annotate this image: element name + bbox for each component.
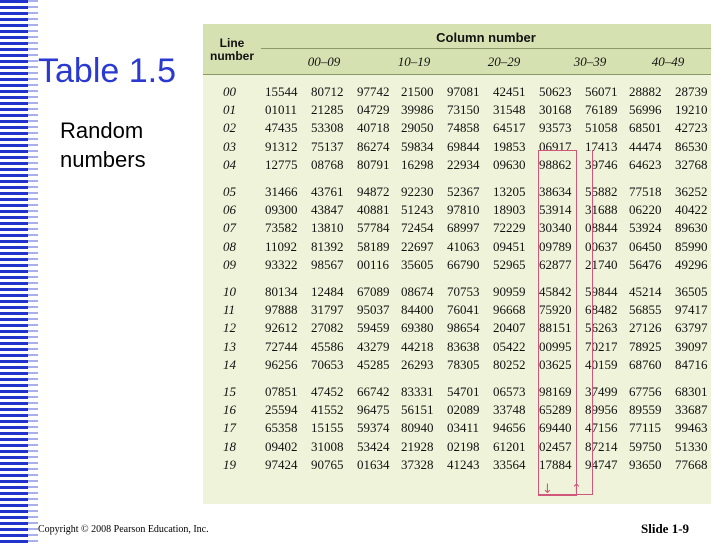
table-cell: 80134 bbox=[265, 284, 298, 299]
line-number: 12 bbox=[223, 320, 236, 336]
table-cell: 47452 bbox=[311, 384, 344, 399]
line-number: 18 bbox=[223, 438, 236, 454]
table-cell: 11092 bbox=[265, 238, 298, 254]
decorative-stripes bbox=[0, 0, 28, 546]
table-cell: 13810 bbox=[311, 220, 344, 236]
table-cell: 68997 bbox=[447, 220, 480, 236]
line-number: 06 bbox=[223, 202, 236, 218]
table-cell: 89630 bbox=[675, 220, 708, 236]
table-cell: 52965 bbox=[493, 256, 526, 272]
table-cell: 56476 bbox=[629, 256, 662, 272]
line-number: 11 bbox=[223, 302, 236, 318]
table-row bbox=[203, 339, 711, 356]
table-cell: 42723 bbox=[675, 120, 708, 136]
table-row bbox=[203, 239, 711, 256]
table-cell: 92230 bbox=[401, 184, 434, 199]
table-cell: 50623 bbox=[539, 84, 572, 99]
table-cell: 84716 bbox=[675, 356, 708, 372]
table-cell: 77518 bbox=[629, 184, 662, 199]
table-cell: 65289 bbox=[539, 402, 572, 418]
table-cell: 68301 bbox=[675, 384, 708, 399]
table-cell: 99463 bbox=[675, 420, 708, 436]
table-cell: 38634 bbox=[539, 184, 572, 199]
table-cell: 86274 bbox=[357, 138, 390, 154]
table-cell: 49296 bbox=[675, 256, 708, 272]
table-cell: 56071 bbox=[585, 84, 618, 99]
table-cell: 02457 bbox=[539, 438, 572, 454]
table-cell: 22934 bbox=[447, 156, 480, 172]
table-cell: 80712 bbox=[311, 84, 344, 99]
table-cell: 31466 bbox=[265, 184, 298, 199]
table-cell: 59834 bbox=[401, 138, 434, 154]
table-cell: 06450 bbox=[629, 238, 662, 254]
copyright: Copyright © 2008 Pearson Education, Inc. bbox=[38, 524, 209, 535]
table-cell: 37499 bbox=[585, 384, 618, 399]
line-number: 07 bbox=[223, 220, 236, 236]
table-cell: 47435 bbox=[265, 120, 298, 136]
table-cell: 00995 bbox=[539, 338, 572, 354]
table-cell: 73150 bbox=[447, 102, 480, 118]
table-cell: 81392 bbox=[311, 238, 344, 254]
table-cell: 30340 bbox=[539, 220, 572, 236]
table-cell: 15155 bbox=[311, 420, 344, 436]
table-cell: 53924 bbox=[629, 220, 662, 236]
table-cell: 72229 bbox=[493, 220, 526, 236]
table-cell: 96668 bbox=[493, 302, 526, 318]
line-number: 09 bbox=[223, 256, 236, 272]
table-cell: 97810 bbox=[447, 202, 480, 218]
table-cell: 98654 bbox=[447, 320, 480, 336]
table-cell: 61201 bbox=[493, 438, 526, 454]
table-cell: 21928 bbox=[401, 438, 434, 454]
table-cell: 87214 bbox=[585, 438, 618, 454]
table-cell: 97424 bbox=[265, 456, 298, 472]
table-cell: 35605 bbox=[401, 256, 434, 272]
table-row bbox=[203, 302, 711, 319]
table-cell: 70653 bbox=[311, 356, 344, 372]
table-cell: 97888 bbox=[265, 302, 298, 318]
table-cell: 29050 bbox=[401, 120, 434, 136]
table-cell: 56151 bbox=[401, 402, 434, 418]
table-cell: 09451 bbox=[493, 238, 526, 254]
table-cell: 27082 bbox=[311, 320, 344, 336]
table-cell: 68760 bbox=[629, 356, 662, 372]
table-cell: 40159 bbox=[585, 356, 618, 372]
table-cell: 41552 bbox=[311, 402, 344, 418]
table-cell: 97081 bbox=[447, 84, 480, 99]
table-row bbox=[203, 284, 711, 301]
table-cell: 58189 bbox=[357, 238, 390, 254]
table-cell: 92612 bbox=[265, 320, 298, 336]
table-cell: 09300 bbox=[265, 202, 298, 218]
header-divider bbox=[261, 48, 711, 49]
table-cell: 07851 bbox=[265, 384, 298, 399]
table-cell: 93573 bbox=[539, 120, 572, 136]
table-cell: 51243 bbox=[401, 202, 434, 218]
line-number: 13 bbox=[223, 338, 236, 354]
table-cell: 40422 bbox=[675, 202, 708, 218]
table-cell: 90765 bbox=[311, 456, 344, 472]
table-cell: 56855 bbox=[629, 302, 662, 318]
table-cell: 52367 bbox=[447, 184, 480, 199]
table-cell: 64623 bbox=[629, 156, 662, 172]
table-row bbox=[203, 439, 711, 456]
header-bottom-divider bbox=[203, 74, 711, 75]
table-row bbox=[203, 320, 711, 337]
table-cell: 83638 bbox=[447, 338, 480, 354]
table-cell: 39097 bbox=[675, 338, 708, 354]
table-cell: 84400 bbox=[401, 302, 434, 318]
table-cell: 69380 bbox=[401, 320, 434, 336]
table-cell: 19210 bbox=[675, 102, 708, 118]
table-cell: 31008 bbox=[311, 438, 344, 454]
line-number: 05 bbox=[223, 184, 236, 199]
table-cell: 94872 bbox=[357, 184, 390, 199]
table-cell: 40718 bbox=[357, 120, 390, 136]
table-cell: 01011 bbox=[265, 102, 298, 118]
table-cell: 88151 bbox=[539, 320, 572, 336]
table-cell: 03625 bbox=[539, 356, 572, 372]
table-cell: 27126 bbox=[629, 320, 662, 336]
down-arrow-icon: ↓ bbox=[542, 482, 553, 497]
column-range-4: 40–49 bbox=[651, 54, 685, 69]
table-cell: 33564 bbox=[493, 456, 526, 472]
table-cell: 02089 bbox=[447, 402, 480, 418]
table-cell: 33687 bbox=[675, 402, 708, 418]
table-cell: 55882 bbox=[585, 184, 618, 199]
table-cell: 12484 bbox=[311, 284, 344, 299]
table-cell: 97742 bbox=[357, 84, 390, 99]
table-cell: 98169 bbox=[539, 384, 572, 399]
table-cell: 64517 bbox=[493, 120, 526, 136]
table-cell: 21285 bbox=[311, 102, 344, 118]
table-cell: 93322 bbox=[265, 256, 298, 272]
table-cell: 59374 bbox=[357, 420, 390, 436]
table-cell: 08768 bbox=[311, 156, 344, 172]
table-row bbox=[203, 402, 711, 419]
table-cell: 75920 bbox=[539, 302, 572, 318]
table-cell: 94656 bbox=[493, 420, 526, 436]
slide-number: Slide 1-9 bbox=[641, 521, 690, 536]
table-cell: 76189 bbox=[585, 102, 618, 118]
table-cell: 57784 bbox=[357, 220, 390, 236]
line-number: 00 bbox=[223, 84, 236, 99]
table-cell: 72744 bbox=[265, 338, 298, 354]
column-range-0: 00–09 bbox=[307, 54, 341, 69]
table-cell: 09630 bbox=[493, 156, 526, 172]
table-row bbox=[203, 120, 711, 137]
table-cell: 70753 bbox=[447, 284, 480, 299]
table-cell: 66742 bbox=[357, 384, 390, 399]
table-cell: 31688 bbox=[585, 202, 618, 218]
line-number: 04 bbox=[223, 156, 236, 172]
table-cell: 15544 bbox=[265, 84, 298, 99]
table-row bbox=[203, 102, 711, 119]
table-cell: 18903 bbox=[493, 202, 526, 218]
table-cell: 44474 bbox=[629, 138, 662, 154]
table-cell: 45586 bbox=[311, 338, 344, 354]
table-cell: 73582 bbox=[265, 220, 298, 236]
table-cell: 03411 bbox=[447, 420, 480, 436]
table-cell: 19853 bbox=[493, 138, 526, 154]
table-cell: 51330 bbox=[675, 438, 708, 454]
table-cell: 45285 bbox=[357, 356, 390, 372]
line-number: 19 bbox=[223, 456, 236, 472]
table-cell: 56263 bbox=[585, 320, 618, 336]
table-cell: 28739 bbox=[675, 84, 708, 99]
table-cell: 21740 bbox=[585, 256, 618, 272]
table-cell: 90959 bbox=[493, 284, 526, 299]
table-row bbox=[203, 257, 711, 274]
table-cell: 43847 bbox=[311, 202, 344, 218]
table-cell: 56996 bbox=[629, 102, 662, 118]
line-number: 08 bbox=[223, 238, 236, 254]
table-cell: 33748 bbox=[493, 402, 526, 418]
table-cell: 68501 bbox=[629, 120, 662, 136]
line-number: 02 bbox=[223, 120, 236, 136]
table-cell: 05422 bbox=[493, 338, 526, 354]
table-cell: 89559 bbox=[629, 402, 662, 418]
table-cell: 96475 bbox=[357, 402, 390, 418]
random-numbers-table bbox=[203, 24, 711, 504]
table-cell: 36252 bbox=[675, 184, 708, 199]
table-cell: 43761 bbox=[311, 184, 344, 199]
table-cell: 78925 bbox=[629, 338, 662, 354]
table-cell: 09402 bbox=[265, 438, 298, 454]
table-cell: 06573 bbox=[493, 384, 526, 399]
table-cell: 96256 bbox=[265, 356, 298, 372]
table-cell: 62877 bbox=[539, 256, 572, 272]
table-row bbox=[203, 184, 711, 201]
table-cell: 31548 bbox=[493, 102, 526, 118]
table-row bbox=[203, 139, 711, 156]
table-cell: 53308 bbox=[311, 120, 344, 136]
table-cell: 67756 bbox=[629, 384, 662, 399]
table-cell: 51058 bbox=[585, 120, 618, 136]
table-cell: 41243 bbox=[447, 456, 480, 472]
table-cell: 93650 bbox=[629, 456, 662, 472]
table-cell: 16298 bbox=[401, 156, 434, 172]
table-cell: 85990 bbox=[675, 238, 708, 254]
table-cell: 80940 bbox=[401, 420, 434, 436]
column-range-3: 30–39 bbox=[573, 54, 607, 69]
line-number: 10 bbox=[223, 284, 236, 299]
table-cell: 26293 bbox=[401, 356, 434, 372]
table-cell: 47156 bbox=[585, 420, 618, 436]
table-cell: 41063 bbox=[447, 238, 480, 254]
table-cell: 37328 bbox=[401, 456, 434, 472]
column-range-1: 10–19 bbox=[397, 54, 431, 69]
table-cell: 91312 bbox=[265, 138, 298, 154]
table-cell: 30168 bbox=[539, 102, 572, 118]
table-cell: 65358 bbox=[265, 420, 298, 436]
table-cell: 28882 bbox=[629, 84, 662, 99]
table-cell: 09789 bbox=[539, 238, 572, 254]
table-cell: 39746 bbox=[585, 156, 618, 172]
column-range-2: 20–29 bbox=[487, 54, 521, 69]
up-arrow-icon: ↑ bbox=[571, 482, 582, 497]
table-cell: 80252 bbox=[493, 356, 526, 372]
table-cell: 77668 bbox=[675, 456, 708, 472]
line-number: 14 bbox=[223, 356, 236, 372]
table-cell: 89956 bbox=[585, 402, 618, 418]
line-number: 01 bbox=[223, 102, 236, 118]
table-cell: 08674 bbox=[401, 284, 434, 299]
line-number: 17 bbox=[223, 420, 236, 436]
table-cell: 45214 bbox=[629, 284, 662, 299]
table-cell: 22697 bbox=[401, 238, 434, 254]
table-cell: 97417 bbox=[675, 302, 708, 318]
slide-title: Table 1.5 bbox=[38, 52, 176, 90]
table-cell: 70217 bbox=[585, 338, 618, 354]
table-row bbox=[203, 157, 711, 174]
table-cell: 72454 bbox=[401, 220, 434, 236]
table-cell: 45842 bbox=[539, 284, 572, 299]
table-cell: 74858 bbox=[447, 120, 480, 136]
table-cell: 54701 bbox=[447, 384, 480, 399]
table-cell: 63797 bbox=[675, 320, 708, 336]
table-cell: 31797 bbox=[311, 302, 344, 318]
table-cell: 00637 bbox=[585, 238, 618, 254]
table-cell: 25594 bbox=[265, 402, 298, 418]
table-cell: 39986 bbox=[401, 102, 434, 118]
table-cell: 12775 bbox=[265, 156, 298, 172]
table-row bbox=[203, 220, 711, 237]
table-cell: 68482 bbox=[585, 302, 618, 318]
table-cell: 21500 bbox=[401, 84, 434, 99]
table-cell: 32768 bbox=[675, 156, 708, 172]
table-row bbox=[203, 420, 711, 437]
table-cell: 04729 bbox=[357, 102, 390, 118]
table-cell: 77115 bbox=[629, 420, 662, 436]
table-cell: 01634 bbox=[357, 456, 390, 472]
table-row bbox=[203, 357, 711, 374]
table-cell: 66790 bbox=[447, 256, 480, 272]
table-cell: 44218 bbox=[401, 338, 434, 354]
table-cell: 59844 bbox=[585, 284, 618, 299]
table-cell: 59459 bbox=[357, 320, 390, 336]
table-cell: 17884 bbox=[539, 456, 572, 472]
table-cell: 06220 bbox=[629, 202, 662, 218]
table-cell: 42451 bbox=[493, 84, 526, 99]
table-row bbox=[203, 384, 711, 401]
table-cell: 78305 bbox=[447, 356, 480, 372]
table-cell: 08844 bbox=[585, 220, 618, 236]
slide-subtitle: Random numbers bbox=[60, 118, 146, 172]
table-cell: 00116 bbox=[357, 256, 390, 272]
table-cell: 94747 bbox=[585, 456, 618, 472]
table-cell: 53424 bbox=[357, 438, 390, 454]
table-cell: 76041 bbox=[447, 302, 480, 318]
table-cell: 95037 bbox=[357, 302, 390, 318]
table-cell: 69844 bbox=[447, 138, 480, 154]
table-cell: 75137 bbox=[311, 138, 344, 154]
table-cell: 67089 bbox=[357, 284, 390, 299]
table-cell: 98567 bbox=[311, 256, 344, 272]
table-cell: 80791 bbox=[357, 156, 390, 172]
decorative-stripes-light bbox=[28, 0, 38, 546]
table-row bbox=[203, 457, 711, 474]
line-number: 15 bbox=[223, 384, 236, 399]
table-row bbox=[203, 202, 711, 219]
table-cell: 59750 bbox=[629, 438, 662, 454]
table-cell: 36505 bbox=[675, 284, 708, 299]
table-row bbox=[203, 84, 711, 101]
table-cell: 02198 bbox=[447, 438, 480, 454]
table-cell: 17413 bbox=[585, 138, 618, 154]
line-number-header: Line number bbox=[209, 36, 254, 63]
table-cell: 43279 bbox=[357, 338, 390, 354]
line-number: 16 bbox=[223, 402, 236, 418]
table-cell: 86530 bbox=[675, 138, 708, 154]
table-cell: 98862 bbox=[539, 156, 572, 172]
column-number-header: Column number bbox=[436, 30, 536, 45]
table-cell: 20407 bbox=[493, 320, 526, 336]
highlight-box-outline bbox=[538, 150, 593, 495]
table-cell: 69440 bbox=[539, 420, 572, 436]
table-cell: 40881 bbox=[357, 202, 390, 218]
table-cell: 13205 bbox=[493, 184, 526, 199]
line-number: 03 bbox=[223, 138, 236, 154]
table-cell: 06917 bbox=[539, 138, 572, 154]
table-cell: 53914 bbox=[539, 202, 572, 218]
table-cell: 83331 bbox=[401, 384, 434, 399]
